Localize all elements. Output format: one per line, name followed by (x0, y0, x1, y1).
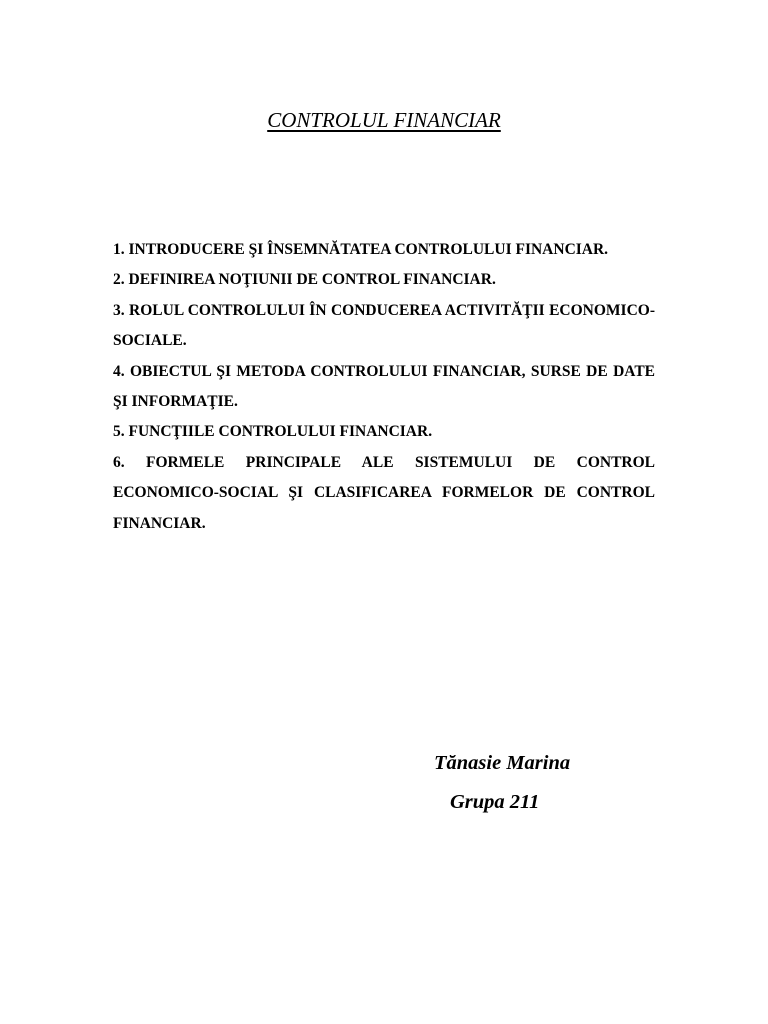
author-name: Tănasie Marina (434, 752, 571, 774)
toc-item: 1. INTRODUCERE ŞI ÎNSEMNĂTATEA CONTROLULUI FINANCIAR. (113, 241, 609, 258)
toc-item: 2. DEFINIREA NOŢIUNII DE CONTROL FINANCIAR. (113, 271, 496, 289)
toc-item: 5. FUNCŢIILE CONTROLULUI FINANCIAR. (113, 423, 433, 441)
group-label: Grupa 211 (450, 791, 540, 813)
document-title: CONTROLUL FINANCIAR (267, 108, 501, 132)
toc-item: 4. OBIECTUL ŞI METODA CONTROLULUI FINANCIAR, SURSE DE DATE ŞI INFORMAŢIE. (113, 362, 655, 411)
toc-item: 6. FORMELE PRINCIPALE ALE SISTEMULUI DE CONTROL ECONOMICO-SOCIAL ŞI CLASIFICAREA FORMELOR DE CONTROL FINANCIAR. (113, 453, 655, 532)
table-of-contents (113, 235, 655, 539)
toc-item: 3. ROLUL CONTROLULUI ÎN CONDUCEREA ACTIVITĂŢII ECONOMICO-SOCIALE. (113, 301, 655, 350)
